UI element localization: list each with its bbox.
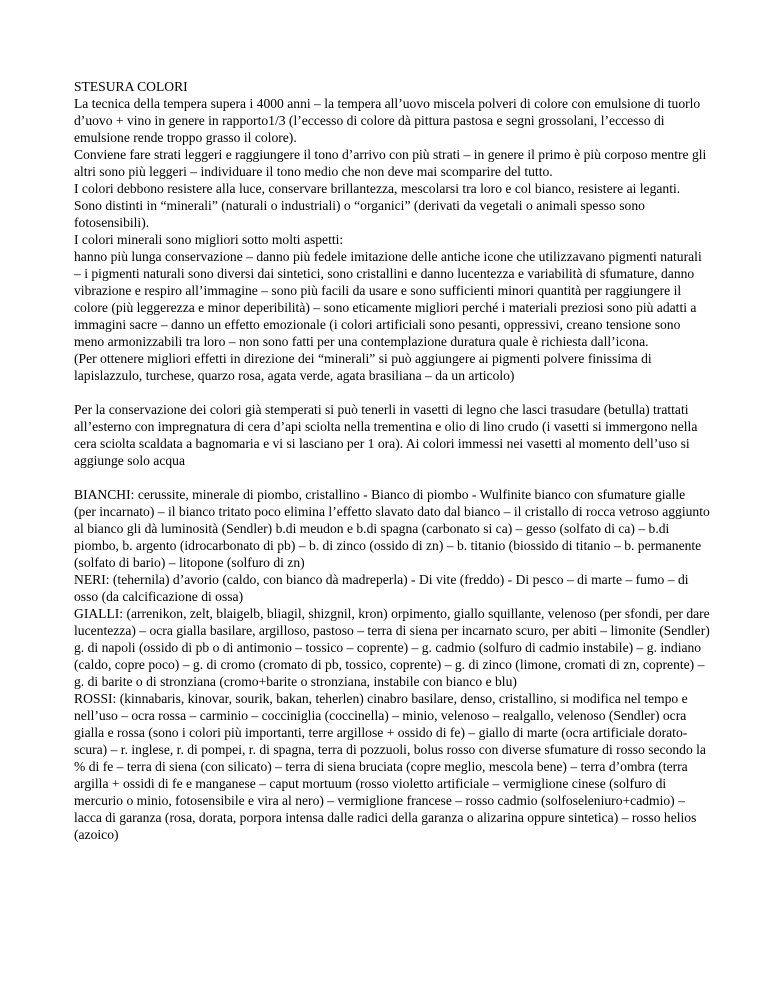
intro-paragraph: I colori debbono resistere alla luce, conservare brillantezza, mescolarsi tra loro e col bianco, resistere ai leganti. Sono distinti in “minerali” (naturali o industriali) o “organici” (derivati da vegetali o animali spesso sono fotosensibili).	[74, 181, 681, 230]
conservation-paragraph: Per la conservazione dei colori già stemperati si può tenerli in vasetti di legno che lasci trasudare (betulla) trattati all’esterno con impregnatura di cera d’api sciolta nella trementina e olio di lino crudo (i vasetti si immergono nella cera sciolta scaldata a bagnomaria e vi si lasciano per 1 ora). Ai colori immessi nei vasetti al momento dell’uso si aggiunge solo acqua	[74, 402, 698, 468]
paragraph-gap	[74, 384, 710, 401]
document-page	[74, 78, 710, 843]
intro-paragraph: La tecnica della tempera supera i 4000 anni – la tempera all’uovo miscela polveri di colore con emulsione di tuorlo d’uovo + vino in genere in rapporto1/3 (l’eccesso di colore dà pittura pastosa e segni grossolani, l’eccesso di emulsione rende troppo grasso il colore).	[74, 96, 701, 145]
color-section-gialli: GIALLI: (arrenikon, zelt, blaigelb, bliagil, shizgnil, kron) orpimento, giallo squillante, velenoso (per sfondi, per dare lucentezza) – ocra gialla basilare, argilloso, pastoso – terra di siena per incarnato scuro, per abiti – limonite (Sendler) g. di napoli (ossido di pb o di antimonio – tossico – coprente) – g. cadmio (solfuro di cadmio instabile) – g. indiano (caldo, copre poco) – g. di cromo (cromato di pb, tossico, coprente) – g. di zinco (limone, cromati di zn, coprente) – g. di barite o di stronziana (cromo+barite o stronziana, instabile con bianco e blu)	[74, 606, 710, 689]
paragraph-gap	[74, 469, 710, 486]
color-section-rossi: ROSSI: (kinnabaris, kinovar, sourik, bakan, teherlen) cinabro basilare, denso, cristallino, si modifica nel tempo e nell’uso – ocra rossa – carminio – cocciniglia (coccinella) – minio, velenoso – realgallo, velenoso (Sendler) ocra gialla e rossa (sono i colori più importanti, terre argillose + ossido di fe) – giallo di marte (ocra artificiale dorato-scura) – r. inglese, r. di pompei, r. di spagna, terra di pozzuoli, bolus rosso con diverse sfumature di rosso secondo la % di fe – terra di siena (con silicato) – terra di siena bruciata (copre meglio, mescola bene) – terra d’ombra (terra argilla + ossidi di fe e manganese – caput mortuum (rosso violetto artificiale – vermiglione cinese (solfuro di mercurio o minio, fotosensibile e vira al nero) – vermiglione francese – rosso cadmio (solfoseleniuro+cadmio) – lacca di garanza (rosa, dorata, porpora intensa dalle radici della garanza o alizarina oppure sintetica) – rosso helios (azoico)	[74, 691, 706, 842]
intro-paragraph: (Per ottenere migliori effetti in direzione dei “minerali” si può aggiungere ai pigmenti polvere finissima di lapislazzulo, turchese, quarzo rosa, agata verde, agata brasiliana – da un articolo)	[74, 351, 652, 383]
intro-paragraph: hanno più lunga conservazione – danno più fedele imitazione delle antiche icone che utilizzavano pigmenti naturali – i pigmenti naturali sono diversi dai sintetici, sono cristallini e danno lucentezza e variabilità di sfumature, danno vibrazione e respiro all’immagine – sono più facili da usare e sono sufficienti minori quantità per raggiungere il colore (più leggerezza e minor deperibilità) – sono eticamente migliori perché i materiali preziosi sono più adatti a immagini sacre – danno un effetto emozionale (i colori artificiali sono pesanti, oppressivi, creano tensione sono meno armonizzabili tra loro – non sono fatti per una contemplazione duratura quale è richiesta dall’icona.	[74, 249, 702, 349]
color-section-bianchi: BIANCHI: cerussite, minerale di piombo, cristallino - Bianco di piombo - Wulfinite bianco con sfumature gialle (per incarnato) – il bianco tritato poco elimina l’effetto slavato dato dal bianco – il cristallo di rocca vetroso aggiunto al bianco gli dà luminosità (Sendler) b.di meudon e b.di spagna (carbonato si ca) – gesso (solfato di ca) – b.di piombo, b. argento (idrocarbonato di pb) – b. di zinco (ossido di zn) – b. titanio (biossido di titanio – b. permanente (solfato di bario) – litopone (solfuro di zn)	[74, 487, 710, 570]
color-section-neri: NERI: (tehernila) d’avorio (caldo, con bianco dà madreperla) - Di vite (freddo) - Di pesco – di marte – fumo – di osso (da calcificazione di ossa)	[74, 572, 689, 604]
document-title: STESURA COLORI	[74, 79, 188, 94]
intro-paragraph: Conviene fare strati leggeri e raggiungere il tono d’arrivo con più strati – in genere il primo è più corposo mentre gli altri sono più leggeri – individuare il tono medio che non deve mai scomparire del tutto.	[74, 147, 707, 179]
intro-paragraph: I colori minerali sono migliori sotto molti aspetti:	[74, 232, 344, 247]
